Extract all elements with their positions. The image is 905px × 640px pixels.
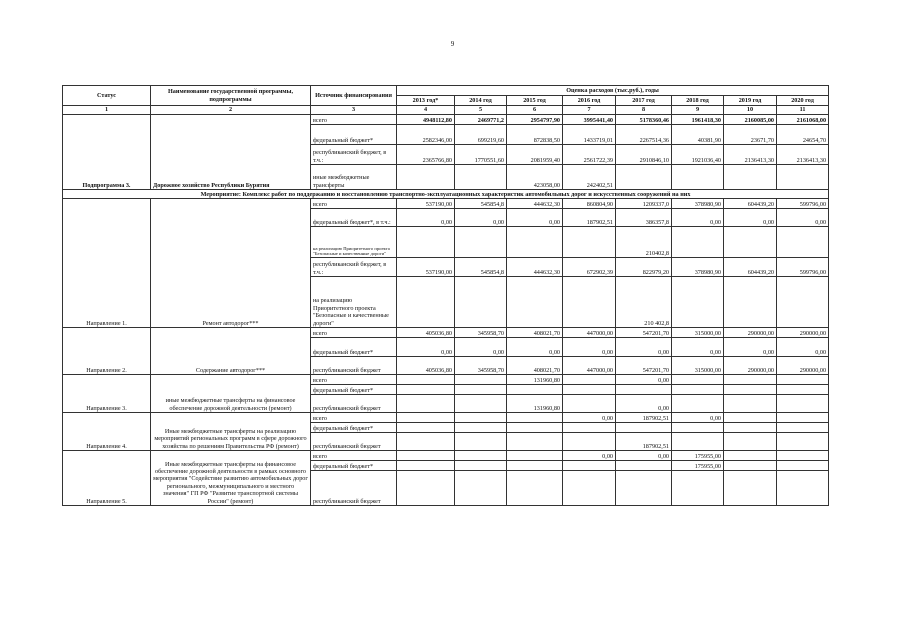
value-cell: 0,00: [724, 338, 777, 357]
value-cell: [777, 451, 829, 461]
value-cell: 187902,51: [616, 433, 672, 451]
value-cell: 378980,90: [672, 199, 724, 209]
value-cell: 290000,00: [724, 328, 777, 338]
dir4-name: Иные межбюджетные трансферты на реализацию мероприятий региональных программ в сфере дорожного хозяйства по решениям Правительства РФ (ремонт): [151, 413, 311, 451]
value-cell: [563, 433, 616, 451]
header-source: Источник финансирования: [311, 86, 397, 106]
value-cell: 0,00: [397, 209, 455, 227]
sub3-status: Подпрограмма 3.: [63, 115, 151, 190]
value-cell: [397, 277, 455, 328]
value-cell: 187902,51: [563, 209, 616, 227]
value-cell: 2582346,00: [397, 125, 455, 145]
column-number: 9: [672, 106, 724, 115]
value-cell: 0,00: [563, 451, 616, 461]
header-year: 2015 год: [507, 96, 563, 106]
value-cell: [724, 413, 777, 423]
value-cell: [455, 227, 507, 258]
source-cell: республиканский бюджет, в т.ч.:: [311, 145, 397, 165]
value-cell: [507, 451, 563, 461]
value-cell: [724, 471, 777, 506]
dir5-name: Иные межбюджетные трансферты на финансовое обеспечение дорожной деятельности в рамках основного мероприятия "Содействие развитию автомобильных дорог регионального, межмуниципального и местного значения" ГП РФ "Развитие транспортной системы России" (ремонт): [151, 451, 311, 506]
value-cell: [397, 433, 455, 451]
value-cell: 0,00: [563, 338, 616, 357]
source-cell: республиканский бюджет: [311, 471, 397, 506]
value-cell: 0,00: [507, 338, 563, 357]
dir4-status: Направление 4.: [63, 413, 151, 451]
value-cell: 1921036,40: [672, 145, 724, 165]
source-cell: федеральный бюджет*: [311, 385, 397, 395]
value-cell: [724, 227, 777, 258]
value-cell: [397, 413, 455, 423]
value-cell: [455, 413, 507, 423]
header-year: 2016 год: [563, 96, 616, 106]
value-cell: [455, 165, 507, 190]
value-cell: 3995441,40: [563, 115, 616, 125]
value-cell: 2469771,2: [455, 115, 507, 125]
value-cell: [563, 461, 616, 471]
value-cell: 345958,70: [455, 357, 507, 375]
value-cell: [777, 165, 829, 190]
value-cell: 1961418,30: [672, 115, 724, 125]
header-estimate: Оценка расходов (тыс.руб.), годы: [397, 86, 829, 96]
value-cell: 423058,00: [507, 165, 563, 190]
value-cell: [507, 227, 563, 258]
header-program: Наименование государственной программы, подпрограммы: [151, 86, 311, 106]
value-cell: 0,00: [777, 338, 829, 357]
sub3-row: [63, 115, 829, 125]
value-cell: [672, 375, 724, 385]
value-cell: 242402,51: [563, 165, 616, 190]
value-cell: 0,00: [672, 413, 724, 423]
source-cell: республиканский бюджет: [311, 433, 397, 451]
value-cell: 2136413,30: [777, 145, 829, 165]
value-cell: 315000,00: [672, 328, 724, 338]
header-year: 2014 год: [455, 96, 507, 106]
value-cell: [397, 471, 455, 506]
value-cell: [563, 395, 616, 413]
value-cell: 2161068,00: [777, 115, 829, 125]
value-cell: 2910846,10: [616, 145, 672, 165]
value-cell: [563, 227, 616, 258]
value-cell: 0,00: [397, 338, 455, 357]
value-cell: [724, 277, 777, 328]
value-cell: 547201,70: [616, 357, 672, 375]
value-cell: 447000,00: [563, 357, 616, 375]
value-cell: [777, 423, 829, 433]
source-cell: всего: [311, 375, 397, 385]
value-cell: 822979,20: [616, 258, 672, 277]
source-cell: всего: [311, 413, 397, 423]
value-cell: [397, 375, 455, 385]
value-cell: 187902,51: [616, 413, 672, 423]
dir2-row: [63, 328, 829, 338]
value-cell: [455, 451, 507, 461]
value-cell: [616, 165, 672, 190]
source-cell: иные межбюджетные трансферты: [311, 165, 397, 190]
header-year: 2020 год: [777, 96, 829, 106]
value-cell: [455, 423, 507, 433]
value-cell: 0,00: [616, 375, 672, 385]
source-cell: федеральный бюджет*: [311, 423, 397, 433]
column-number: 3: [311, 106, 397, 115]
value-cell: [563, 385, 616, 395]
value-cell: 408021,70: [507, 357, 563, 375]
value-cell: [455, 375, 507, 385]
value-cell: 872838,50: [507, 125, 563, 145]
value-cell: [563, 471, 616, 506]
value-cell: 1433719,01: [563, 125, 616, 145]
value-cell: 23671,70: [724, 125, 777, 145]
dir5-status: Направление 5.: [63, 451, 151, 506]
source-cell: на реализацию Приоритетного проекта "Безопасные и качественные дороги": [311, 277, 397, 328]
value-cell: [455, 395, 507, 413]
value-cell: [672, 433, 724, 451]
dir2-status: Направление 2.: [63, 328, 151, 375]
value-cell: 131960,80: [507, 375, 563, 385]
value-cell: [724, 433, 777, 451]
value-cell: 0,00: [616, 338, 672, 357]
header-year: 2017 год: [616, 96, 672, 106]
value-cell: [397, 395, 455, 413]
value-cell: 408021,70: [507, 328, 563, 338]
value-cell: 0,00: [724, 209, 777, 227]
value-cell: 2160085,00: [724, 115, 777, 125]
dir1-name: Ремонт автодорог***: [151, 199, 311, 328]
header-status: Статус: [63, 86, 151, 106]
dir1-status: Направление 1.: [63, 199, 151, 328]
value-cell: 386357,8: [616, 209, 672, 227]
header-year: 2018 год: [672, 96, 724, 106]
value-cell: [455, 385, 507, 395]
value-cell: 290000,00: [724, 357, 777, 375]
value-cell: [777, 471, 829, 506]
event-row: [63, 190, 829, 199]
source-cell: федеральный бюджет*: [311, 125, 397, 145]
value-cell: 1209337,0: [616, 199, 672, 209]
value-cell: 2365766,80: [397, 145, 455, 165]
source-cell: федеральный бюджет*: [311, 461, 397, 471]
value-cell: 672902,39: [563, 258, 616, 277]
value-cell: 604439,20: [724, 258, 777, 277]
value-cell: [777, 375, 829, 385]
value-cell: 604439,20: [724, 199, 777, 209]
value-cell: 547201,70: [616, 328, 672, 338]
source-cell: республиканский бюджет: [311, 395, 397, 413]
value-cell: [724, 385, 777, 395]
source-cell: республиканский бюджет, в т.ч.:: [311, 258, 397, 277]
source-cell: всего: [311, 451, 397, 461]
value-cell: 0,00: [777, 209, 829, 227]
value-cell: [455, 461, 507, 471]
value-cell: [777, 413, 829, 423]
value-cell: 599796,00: [777, 199, 829, 209]
source-cell: всего: [311, 115, 397, 125]
value-cell: 175955,00: [672, 451, 724, 461]
value-cell: [616, 471, 672, 506]
header-year: 2013 год*: [397, 96, 455, 106]
value-cell: 2561722,39: [563, 145, 616, 165]
value-cell: 405036,80: [397, 328, 455, 338]
column-number: 10: [724, 106, 777, 115]
value-cell: [777, 395, 829, 413]
value-cell: 2954797,90: [507, 115, 563, 125]
value-cell: [563, 423, 616, 433]
value-cell: [563, 375, 616, 385]
value-cell: [507, 277, 563, 328]
value-cell: [397, 385, 455, 395]
value-cell: [672, 277, 724, 328]
value-cell: 447000,00: [563, 328, 616, 338]
value-cell: 1770551,60: [455, 145, 507, 165]
value-cell: 860804,90: [563, 199, 616, 209]
value-cell: 378980,90: [672, 258, 724, 277]
value-cell: 444632,30: [507, 199, 563, 209]
value-cell: [455, 471, 507, 506]
column-number: 6: [507, 106, 563, 115]
value-cell: [724, 375, 777, 385]
value-cell: [455, 277, 507, 328]
value-cell: 545854,8: [455, 258, 507, 277]
header-row: [63, 86, 829, 96]
value-cell: 345958,70: [455, 328, 507, 338]
column-number: 2: [151, 106, 311, 115]
value-cell: [777, 461, 829, 471]
value-cell: 0,00: [672, 209, 724, 227]
value-cell: [616, 461, 672, 471]
value-cell: [777, 433, 829, 451]
value-cell: [672, 395, 724, 413]
value-cell: 210402,8: [616, 227, 672, 258]
column-number: 5: [455, 106, 507, 115]
value-cell: 210 402,8: [616, 277, 672, 328]
value-cell: 315000,00: [672, 357, 724, 375]
value-cell: [672, 227, 724, 258]
value-cell: [455, 433, 507, 451]
value-cell: [563, 277, 616, 328]
value-cell: 24654,70: [777, 125, 829, 145]
source-cell: всего: [311, 328, 397, 338]
value-cell: [672, 471, 724, 506]
source-cell: федеральный бюджет*, в т.ч.:: [311, 209, 397, 227]
column-number: 4: [397, 106, 455, 115]
value-cell: [507, 385, 563, 395]
value-cell: 0,00: [455, 209, 507, 227]
value-cell: 537190,00: [397, 199, 455, 209]
value-cell: 175955,00: [672, 461, 724, 471]
sub3-name: Дорожное хозяйство Республики Бурятия: [151, 115, 311, 190]
source-cell: республиканский бюджет: [311, 357, 397, 375]
value-cell: 2267514,36: [616, 125, 672, 145]
value-cell: 0,00: [507, 209, 563, 227]
dir1-row: [63, 199, 829, 209]
value-cell: [397, 165, 455, 190]
value-cell: [672, 385, 724, 395]
value-cell: [507, 471, 563, 506]
source-cell: всего: [311, 199, 397, 209]
value-cell: 0,00: [672, 338, 724, 357]
value-cell: [724, 395, 777, 413]
value-cell: [724, 165, 777, 190]
column-number: 11: [777, 106, 829, 115]
value-cell: 0,00: [616, 395, 672, 413]
value-cell: 444632,30: [507, 258, 563, 277]
value-cell: [507, 423, 563, 433]
source-cell: федеральный бюджет*: [311, 338, 397, 357]
value-cell: [777, 227, 829, 258]
value-cell: 0,00: [563, 413, 616, 423]
value-cell: [777, 277, 829, 328]
event-title: Мероприятие: Комплекс работ по поддержанию и восстановлению транспортно-эксплуатационных характеристик автомобильных дорог и искусственных сооружений на них: [63, 190, 829, 199]
value-cell: [397, 227, 455, 258]
dir4-row: [63, 413, 829, 423]
dir3-name: иные межбюджетные трансферты на финансовое обеспечение дорожной деятельности (ремонт): [151, 375, 311, 413]
value-cell: [724, 423, 777, 433]
source-cell: на реализацию Приоритетного проекта "Безопасные и качественные дороги": [311, 227, 397, 258]
value-cell: [724, 461, 777, 471]
value-cell: 40381,90: [672, 125, 724, 145]
value-cell: 5178360,46: [616, 115, 672, 125]
value-cell: 545854,8: [455, 199, 507, 209]
value-cell: 290000,00: [777, 357, 829, 375]
page-number: 9: [450, 40, 455, 48]
value-cell: 0,00: [616, 451, 672, 461]
value-cell: 290000,00: [777, 328, 829, 338]
value-cell: 2136413,30: [724, 145, 777, 165]
value-cell: [672, 423, 724, 433]
value-cell: 131960,80: [507, 395, 563, 413]
header-year: 2019 год: [724, 96, 777, 106]
table-body: [63, 86, 829, 506]
value-cell: [507, 413, 563, 423]
dir3-status: Направление 3.: [63, 375, 151, 413]
dir3-row: [63, 375, 829, 385]
column-number: 1: [63, 106, 151, 115]
value-cell: 405036,80: [397, 357, 455, 375]
value-cell: 4948112,80: [397, 115, 455, 125]
expenditure-table: [62, 85, 829, 506]
column-numbers-row: [63, 106, 829, 115]
value-cell: [397, 461, 455, 471]
dir2-name: Содержание автодорог***: [151, 328, 311, 375]
dir5-row: [63, 451, 829, 461]
value-cell: [616, 423, 672, 433]
value-cell: [397, 423, 455, 433]
value-cell: 699219,60: [455, 125, 507, 145]
column-number: 7: [563, 106, 616, 115]
value-cell: [397, 451, 455, 461]
value-cell: 599796,00: [777, 258, 829, 277]
column-number: 8: [616, 106, 672, 115]
value-cell: 0,00: [455, 338, 507, 357]
value-cell: [672, 165, 724, 190]
value-cell: [777, 385, 829, 395]
value-cell: 537190,00: [397, 258, 455, 277]
value-cell: [507, 433, 563, 451]
value-cell: [507, 461, 563, 471]
value-cell: [616, 385, 672, 395]
value-cell: 2081959,40: [507, 145, 563, 165]
value-cell: [724, 451, 777, 461]
